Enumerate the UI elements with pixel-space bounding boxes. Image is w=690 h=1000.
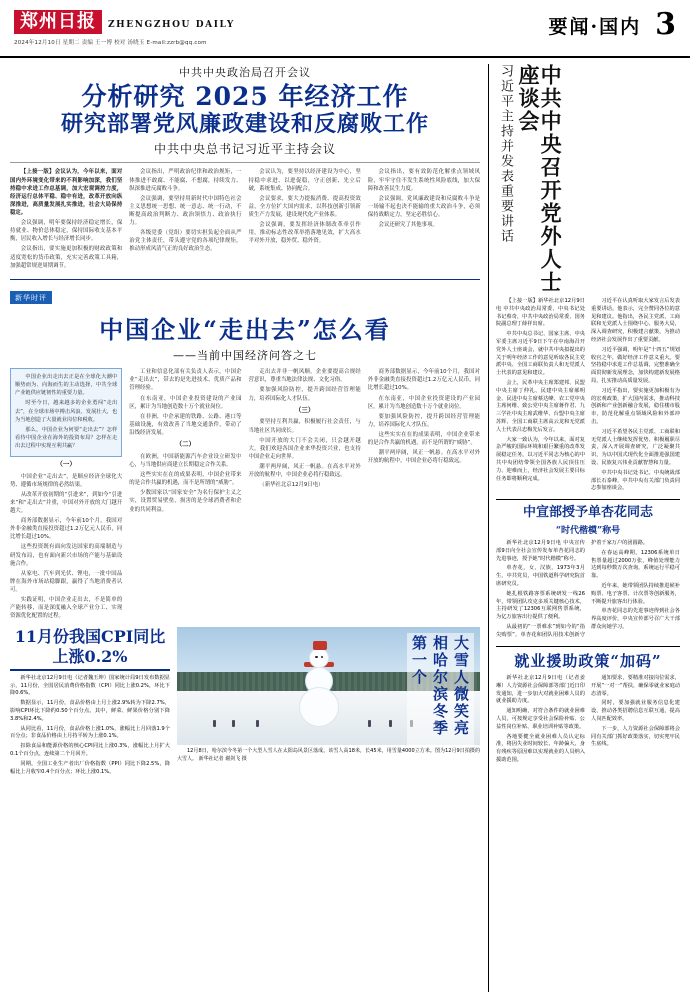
paragraph: 少数国家以“国家安全”为名行保护主义之实，设置贸易壁垒，损害的是全球消费者和企业的共同利益。	[129, 490, 242, 513]
paragraph: 走出去并非一帆风顺。企业要提高合规经营意识，尊重当地法律法规、文化习俗。	[248, 369, 361, 384]
paragraph: 会议强调，明年要保持经济稳定增长，保持就业、物价总体稳定，保持国际收支基本平衡，居民收入增长与经济增长同步。	[10, 220, 123, 243]
paragraph: 会议指出，要实施更加积极的财政政策和适度宽松的货币政策，充实完善政策工具箱，加强超常规逆周期调节。	[10, 246, 123, 269]
paragraph: 那么，中国企业为何要“走出去”？怎样看待中国企业在海外的投资布局？怎样在走出去过程中实现互利共赢？	[15, 426, 118, 449]
right-story-2-body	[496, 540, 680, 640]
paragraph: 她扎根铁路客票系统研发一线26年，带领团队攻克多项关键核心技术，主持研发了12306互联网售票系统，为亿万旅客出行提供了便利。	[496, 590, 585, 621]
divider	[496, 646, 680, 647]
body-grid	[0, 58, 690, 1000]
highlight-box	[10, 368, 122, 457]
commentary-body	[10, 368, 480, 622]
paragraph: 商务部数据显示，今年前10个月，我国对外非金融类直接投资超过1.2万亿元人民币，同比增长超过10%。	[367, 369, 480, 392]
right-story-3	[496, 652, 680, 765]
lead-col-3	[249, 168, 361, 271]
masthead-right	[548, 7, 677, 42]
lead-headline-1: 分析研究 2025 年经济工作	[81, 82, 409, 111]
paragraph: 会议指出，严明政治纪律和政治规矩，一体推进不敢腐、不能腐、不想腐，持续发力、纵深推进反腐败斗争。	[129, 169, 242, 192]
paragraph: 习近平强调，明年是“十四五”规划收官之年，做好经济工作意义重大。要坚持稳中求进工作总基调，完整准确全面贯彻新发展理念，加快构建新发展格局，扎实推动高质量发展。	[591, 346, 680, 384]
paragraph: 这些实实在在的成果表明，中国企业带来的是合作共赢的机遇，而不是所谓的“威胁”。	[367, 432, 480, 447]
paragraph: 在欧洲，中国新能源汽车企业设立研发中心，与当地供应商建立长期稳定合作关系。	[129, 453, 242, 468]
divider	[10, 162, 480, 163]
paragraph: 数据显示，11月份，食品价格由上月上涨2.9%转为下降2.7%，影响CPI环比下降约0.50个百分点。其中，鲜菜、鲜果价格分别下降3.8%和2.4%。	[10, 700, 170, 722]
commentary-col-2	[129, 368, 241, 622]
paragraph: 在东南亚，中国企业投资建设的产业园区，累计为当地创造数十万个就业岗位。	[129, 395, 242, 410]
lead-kicker: 中共中央政治局召开会议	[179, 66, 311, 79]
paragraph: 时至今日，越来越多的企业勇闯“走出去”，在全球市场中搏击风浪、发展壮大，也为当地创造了大量就业岗位和税收。	[15, 400, 118, 423]
lead-col-2	[129, 168, 241, 271]
paragraph: 在春运高峰期，12306系统单日售票量超过2000万张，峰值处理能力达到每秒数万次查询，系统运行平稳可靠。	[591, 549, 680, 580]
right-lead-subhead: 习近平主持并发表重要讲话	[498, 64, 513, 244]
paragraph: 近年来，她带领团队持续推进候补购票、电子客票、计次票等创新服务，不断提升旅客出行体验。	[591, 583, 680, 605]
paragraph: 各地要健全就业困难人员认定标准，将因失业时间较长、年龄偏大、身有残疾等原因难以实现就业的人员纳入援助范围。	[496, 733, 585, 764]
paragraph: （新华社北京12月9日电）	[259, 482, 324, 489]
cpi-body	[10, 675, 170, 777]
paragraph: 新华社北京12月9日电（记者魏玉坤）国家统计局9日发布数据显示，11月份，全国居民消费价格指数（CPI）同比上涨0.2%，环比下降0.6%。	[10, 674, 170, 697]
paragraph: 单杏花同志的先进事迹得到社会各界高度评价，中央宣传部号召广大干部群众向她学习。	[591, 608, 680, 630]
paragraph: 这些实实在在的成果表明，中国企业带来的是合作共赢的机遇，而不是所谓的“威胁”。	[129, 472, 242, 487]
paragraph: 会议强调，要发挥经济体制改革牵引作用，推动标志性改革举措落地见效，扩大高水平对外开放，稳外贸、稳外资。	[248, 222, 361, 245]
right-story-2-headline: 中宣部授予单杏花同志	[522, 505, 653, 521]
paragraph: 会议指出，要有效防范化解重点领域风险，牢牢守住不发生系统性风险底线，加大保障和改善民生力度。	[367, 169, 480, 192]
right-lead-headline: 中共中央召开党外人士座谈会	[516, 64, 564, 294]
paragraph: 商务部数据显示，今年前10个月，我国对外非金融类直接投资超过1.2万亿元人民币，同比增长超过10%。	[10, 518, 123, 541]
right-lead-headline-group	[496, 64, 680, 294]
commentary-col-4	[368, 368, 480, 622]
paragraph: 潮平两岸阔，风正一帆悬。在高水平对外开放的航程中，中国企业必将行稳致远。	[248, 464, 361, 479]
right-story-3-headline: 就业援助政策“加码”	[514, 651, 662, 670]
cpi-headline: 11月份我国CPI同比上涨0.2%	[14, 627, 166, 666]
paragraph: 要加强风险防控，提升跨国经营管理能力，培养国际化人才队伍。	[248, 387, 361, 402]
paragraph: 中国企业“走出去”，是顺应经济全球化大势、遵循市场规律的必然结果。	[10, 473, 123, 488]
section-number: （三）	[294, 405, 315, 414]
right-column	[488, 64, 680, 992]
divider	[10, 279, 480, 280]
lead-body	[10, 168, 480, 271]
paragraph: 【上接一版】会议认为，今年以来，面对国内外环境变化带来的不利影响加深，我们坚持稳中求进工作总基调，加大宏观调控力度，经济运行总体平稳、稳中有进，改革开放向纵深推进，高质量发展扎实推进，社会大局保持稳定。	[10, 169, 123, 216]
paragraph: 会上，民革中央主席郑建邦、民盟中央主席丁仲礼、民建中央主席郝明金、民进中央主席蔡达峰、农工党中央主席何维、致公党中央主席蒋作君、九三学社中央主席武维华、台盟中央主席苏辉、全国工商联主席高云龙和无党派人士代表吕忠梅先后发言。	[496, 379, 585, 433]
paragraph: 会议还研究了其他事项。	[378, 222, 438, 229]
newspaper-logo-en: ZHENGZHOU DAILY	[108, 19, 235, 30]
masthead-meta: 2024年12月10日 星期二 责编 王一博 校对 汤晓玉 E-mail:zzrb@qq.com	[14, 39, 207, 46]
section-title: 要闻·国内	[548, 15, 642, 38]
masthead	[0, 0, 690, 58]
paragraph: 会议强调，党风廉政建设和反腐败斗争是一场输不起也决不能输的重大政治斗争，必须保持战略定力，坚定必胜信心。	[367, 195, 480, 218]
snowman-hat	[313, 641, 327, 650]
paragraph: 习近平指出，要实施更加积极有为的宏观政策，扩大国内需求，推动科技创新和产业创新融合发展，稳住楼市股市，防范化解重点领域风险和外部冲击。	[591, 387, 680, 425]
story-tag: 新华时评	[10, 291, 52, 304]
right-story-3-body	[496, 675, 680, 765]
paragraph: 实践证明，中国企业走出去，不是简单的产能转移，而是深度融入全球产业分工、实现资源优化配置的过程。	[10, 597, 123, 620]
paragraph: 新华社北京12月9日电（记者姜琳）人力资源社会保障部等部门近日印发通知，进一步加大对就业困难人员的就业援助力度。	[496, 675, 585, 705]
logo-main	[14, 10, 314, 34]
cpi-story	[10, 627, 170, 992]
paragraph: 会议要求，要大力提振消费、提高投资效益，全方位扩大国内需求，以科技创新引领新质生产力发展，建设现代化产业体系。	[248, 195, 361, 218]
right-story-2	[496, 505, 680, 639]
paragraph: 在东南亚，中国企业投资建设的产业园区，累计为当地创造数十万个就业岗位。	[367, 395, 480, 410]
lead-subhead: 中共中央总书记习近平主持会议	[153, 142, 336, 157]
commentary-headline: 中国企业“走出去”怎么看	[99, 315, 391, 345]
paragraph: 中国企业出走出去正是在全球化大潮中顺势而为、向海而生的主动选择，中共全球产业链供应链韧性的重要力量。	[15, 374, 118, 397]
commentary-col-1	[10, 368, 122, 622]
logo-block	[14, 10, 314, 46]
photo-vertical-title: 大雪人微笑亮相哈尔滨冬季第一个	[407, 633, 474, 745]
paragraph: 单杏花，女，汉族，1973年3月生，中共党员，中国铁道科学研究院首席研究员。	[496, 565, 585, 587]
snowman-eye-right	[321, 656, 324, 659]
commentary-col-3	[249, 368, 361, 622]
paragraph: 会议认为，要坚持以经济建设为中心，坚持稳中求进、以进促稳，守正创新、先立后破，系统集成、协同配合。	[248, 169, 361, 192]
paragraph: 通知要求，要精准对接岗位需求，开展“一对一”帮扶，确保零就业家庭动态清零。	[591, 675, 680, 697]
paragraph: 【上接一版】新华社北京12月9日电 中共中央政治局常委、中央书记处书记蔡奇，中共中央政治局常委、国务院副总理丁薛祥出席。	[496, 298, 585, 328]
divider	[496, 499, 680, 500]
paragraph: 习近平希望各民主党派、工商联和无党派人士继续发挥优势、积极履职尽责，深入开展调查研究，广泛凝聚共识，为以中国式现代化全面推进强国建设、民族复兴伟业贡献智慧和力量。	[591, 428, 680, 466]
paragraph: 下一步，人力资源社会保障部将会同有关部门抓好政策落实，切实兜牢民生底线。	[591, 725, 680, 748]
snowman-head	[309, 648, 329, 668]
divider	[10, 669, 170, 671]
caption-text: 12月8日，哈尔滨今冬第一个大型人雪人在太阳岛风景区落成。该雪人高18米，长45米，用雪量4000立方米。图为12月9日拍摄的大雪人。 新华社记者 谢剑飞 摄	[177, 748, 480, 762]
main-column	[10, 64, 480, 992]
paragraph: 中国开放的大门不会关闭，只会越开越大。我们欢迎各国企业来华投资兴业，也支持中国企业走向世界。	[248, 437, 361, 460]
right-lead-body	[496, 298, 680, 493]
paragraph: 要坚持互利共赢，积极履行社会责任，与当地社区共同成长。	[248, 419, 361, 434]
news-photo	[177, 627, 480, 745]
commentary-subhead: ——当前中国经济问答之七	[173, 349, 317, 363]
newspaper-logo-cn: 郑州日报	[14, 10, 102, 34]
paragraph: 扣除食品和能源价格的核心CPI同比上涨0.3%，涨幅比上月扩大0.1个百分点，连续第二个月回升。	[10, 743, 170, 757]
paragraph: 这些投资既有面向发达国家的高端制造与研发布局，也有面向新兴市场的产能与基础设施合作。	[10, 544, 123, 567]
paragraph: 中共中央总书记、国家主席、中央军委主席习近平9日下午在中南海召开党外人士座谈会，就中共中央拟提出的关于明年经济工作的意见听取各民主党派中央、全国工商联负责人和无党派人士代表的意见和建议。	[496, 331, 585, 377]
section-number: （一）	[56, 459, 76, 468]
paragraph: 同时，要加强就业服务信息化建设，推动各类招聘信息互联互通，提高人岗匹配效率。	[591, 700, 680, 723]
commentary-story	[10, 285, 480, 623]
paragraph: 在非洲，中企承建的铁路、公路、港口等基础设施，有效改善了当地交通条件，带动了沿线经济发展。	[129, 413, 242, 437]
paragraph: 从同比看，11月份，食品价格上涨1.0%，涨幅比上月回落1.9个百分点；非食品价格由上月持平转为上涨0.1%。	[10, 725, 170, 740]
paragraph: 中共中央书记处书记、中央统战部部长石泰峰，中共中央有关部门负责同志参加座谈会。	[591, 469, 680, 492]
paragraph: 工业和信息化部有关负责人表示，中国企业“走出去”，带去的是先进技术、优质产品和管理经验。	[129, 369, 242, 392]
paragraph: 从最初的“一票难求”到如今的“指尖购票”，单杏花和团队用技术创新守护着千家万户的团圆路。	[496, 540, 649, 638]
right-story-2-subhead: “时代楷模”称号	[555, 526, 621, 537]
photo-story	[177, 627, 480, 992]
paragraph: 从家电、汽车到光伏、锂电，一批中国品牌在海外市场站稳脚跟，赢得了当地消费者认可。	[10, 570, 123, 593]
paragraph: 从改革开放初期的“引进来”，到如今“引进来”和“走出去”并重，中国对外开放的大门越开越大。	[10, 491, 123, 515]
paragraph: 要加强风险防控，提升跨国经营管理能力，培养国际化人才队伍。	[367, 413, 480, 428]
snowman-eye-left	[315, 656, 318, 659]
lead-headline-2: 研究部署党风廉政建设和反腐败工作	[60, 110, 429, 137]
bottom-row	[10, 627, 480, 992]
section-number: （二）	[175, 440, 196, 449]
paragraph: 同期，全国工业生产者出厂价格指数（PPI）同比下降2.5%，降幅比上月收窄0.4个百分点；环比上涨0.1%。	[10, 760, 170, 775]
paragraph: 会议强调，要坚持用新时代中国特色社会主义思想统一思想、统一意志、统一行动，不断提高政治判断力、政治领悟力、政治执行力。	[129, 195, 242, 227]
page-number: 3	[655, 7, 676, 42]
paragraph: 习近平在认真听取大家发言后发表重要讲话。他表示，完全赞同各位的意见和建议。他指出，各民主党派、工商联和无党派人士围绕中心、服务大局，深入调查研究，积极建言献策，为推动经济社会发展作出了重要贡献。	[591, 298, 680, 343]
lead-col-4	[368, 168, 480, 271]
lead-story	[10, 64, 480, 272]
paragraph: 各级党委（党组）要切实担负起全面从严治党主体责任，带头遵守党的各项纪律规矩，推动形成风清气正的良好政治生态。	[129, 230, 242, 253]
paragraph: 大家一致认为，今年以来，面对复杂严峻的国际环境和艰巨繁重的改革发展稳定任务，以习近平同志为核心的中共中央团结带领全国各族人民顶住压力、迎难而上，经济社会发展主要目标任务即将顺利完成。	[496, 436, 585, 482]
paragraph: 潮平两岸阔，风正一帆悬。在高水平对外开放的航程中，中国企业必将行稳致远。	[367, 450, 480, 465]
paragraph: 新华社北京12月9日电 中央宣传部9日向全社会宣传发布单杏花同志的先进事迹，授予她“时代楷模”称号。	[496, 540, 585, 562]
lead-col-1	[10, 168, 122, 271]
snowman-figure	[299, 648, 339, 727]
photo-caption	[177, 748, 480, 763]
paragraph: 通知明确，对符合条件的就业困难人员，可按规定享受社会保险补贴、公益性岗位补贴、职业培训补贴等政策。	[496, 708, 585, 730]
